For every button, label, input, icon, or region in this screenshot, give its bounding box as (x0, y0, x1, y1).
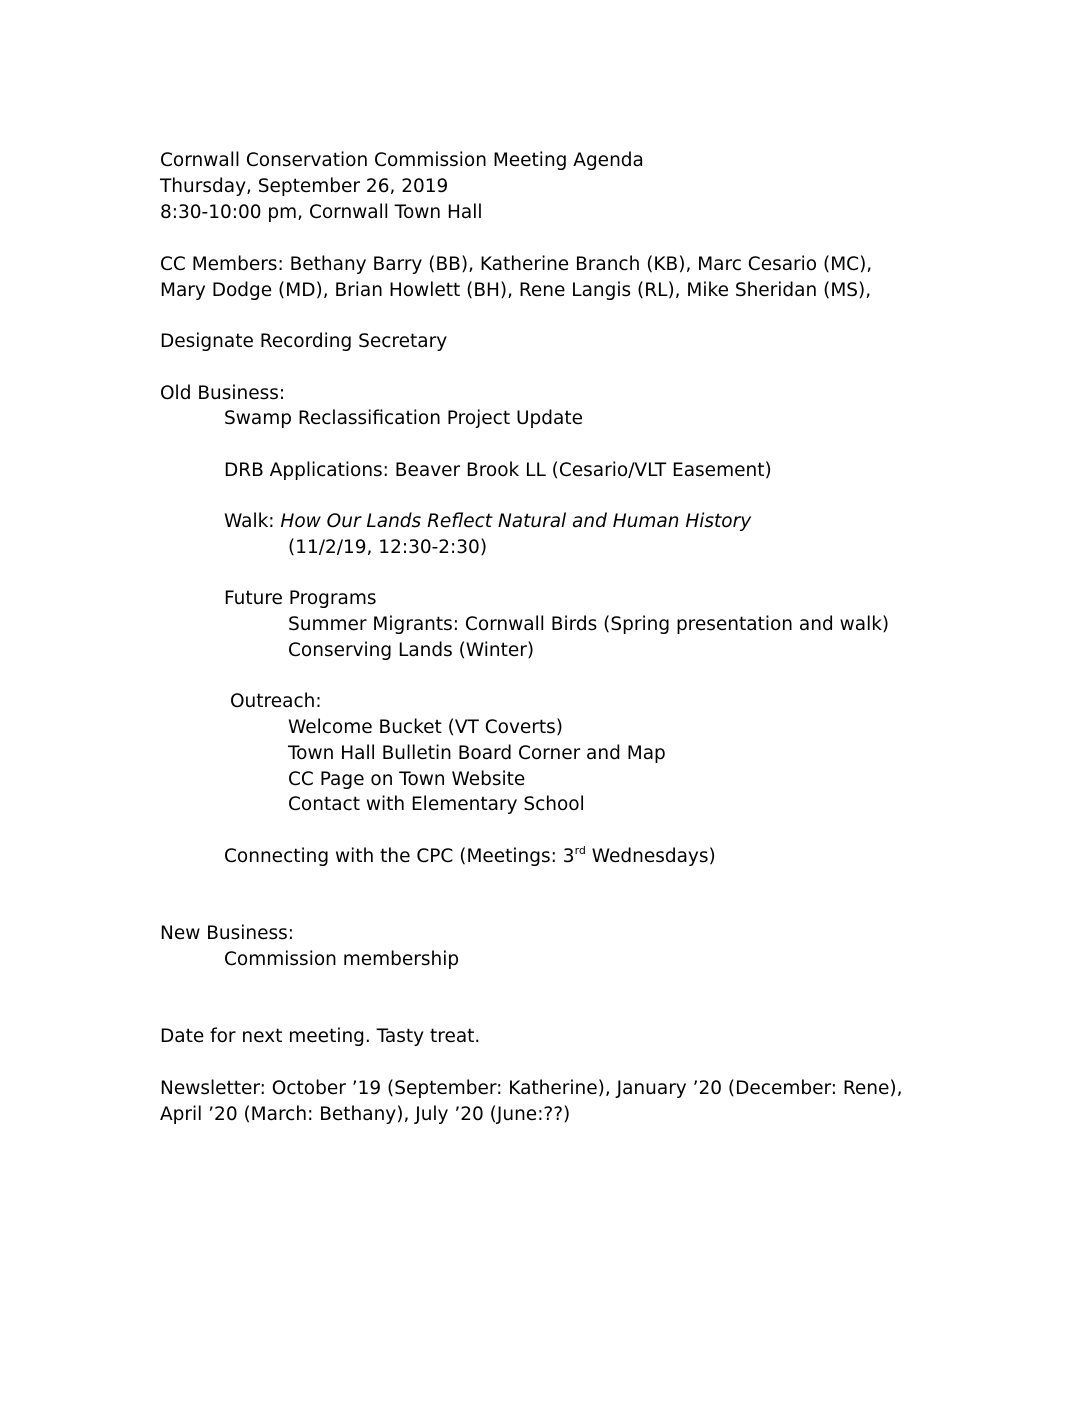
document-title: Cornwall Conservation Commission Meeting Agenda (160, 150, 644, 171)
outreach-item: Town Hall Bulletin Board Corner and Map (288, 743, 666, 764)
old-business-heading: Old Business: (160, 383, 286, 404)
designate-secretary: Designate Recording Secretary (160, 331, 448, 352)
walk-when: (11/2/19, 12:30-2:30) (288, 537, 488, 558)
outreach-item: CC Page on Town Website (288, 769, 526, 790)
cpc-item (224, 844, 716, 870)
future-programs-heading: Future Programs (224, 588, 377, 609)
newsletter-line-1: Newsletter: October ’19 (September: Katherine), January ’20 (December: Rene), (160, 1078, 903, 1099)
meeting-time-place: 8:30-10:00 pm, Cornwall Town Hall (160, 202, 483, 223)
new-business-heading: New Business: (160, 923, 295, 944)
drb-item: DRB Applications: Beaver Brook LL (Cesario/VLT Easement) (224, 460, 772, 481)
meeting-date: Thursday, September 26, 2019 (160, 176, 449, 197)
walk-prefix: Walk: (224, 511, 281, 532)
new-business-item: Commission membership (224, 949, 460, 970)
outreach-heading: Outreach: (230, 691, 322, 712)
outreach-item: Contact with Elementary School (288, 794, 585, 815)
cpc-prefix: Connecting with the CPC (Meetings: 3 (224, 846, 575, 867)
future-program-item: Conserving Lands (Winter) (288, 640, 535, 661)
members-line-2: Mary Dodge (MD), Brian Howlett (BH), Rene Langis (RL), Mike Sheridan (MS), (160, 280, 872, 301)
future-program-item: Summer Migrants: Cornwall Birds (Spring presentation and walk) (288, 614, 890, 635)
swamp-item: Swamp Reclassification Project Update (224, 408, 583, 429)
walk-title: How Our Lands Reflect Natural and Human History (280, 511, 752, 532)
newsletter-line-2: April ’20 (March: Bethany), July ’20 (June:??) (160, 1104, 571, 1125)
next-meeting-line: Date for next meeting. Tasty treat. (160, 1026, 481, 1047)
cpc-superscript: rd (574, 843, 586, 857)
cpc-suffix: Wednesdays) (585, 846, 716, 867)
outreach-item: Welcome Bucket (VT Coverts) (288, 717, 563, 738)
members-line-1: CC Members: Bethany Barry (BB), Katherine Branch (KB), Marc Cesario (MC), (160, 254, 873, 275)
walk-item (224, 509, 751, 535)
